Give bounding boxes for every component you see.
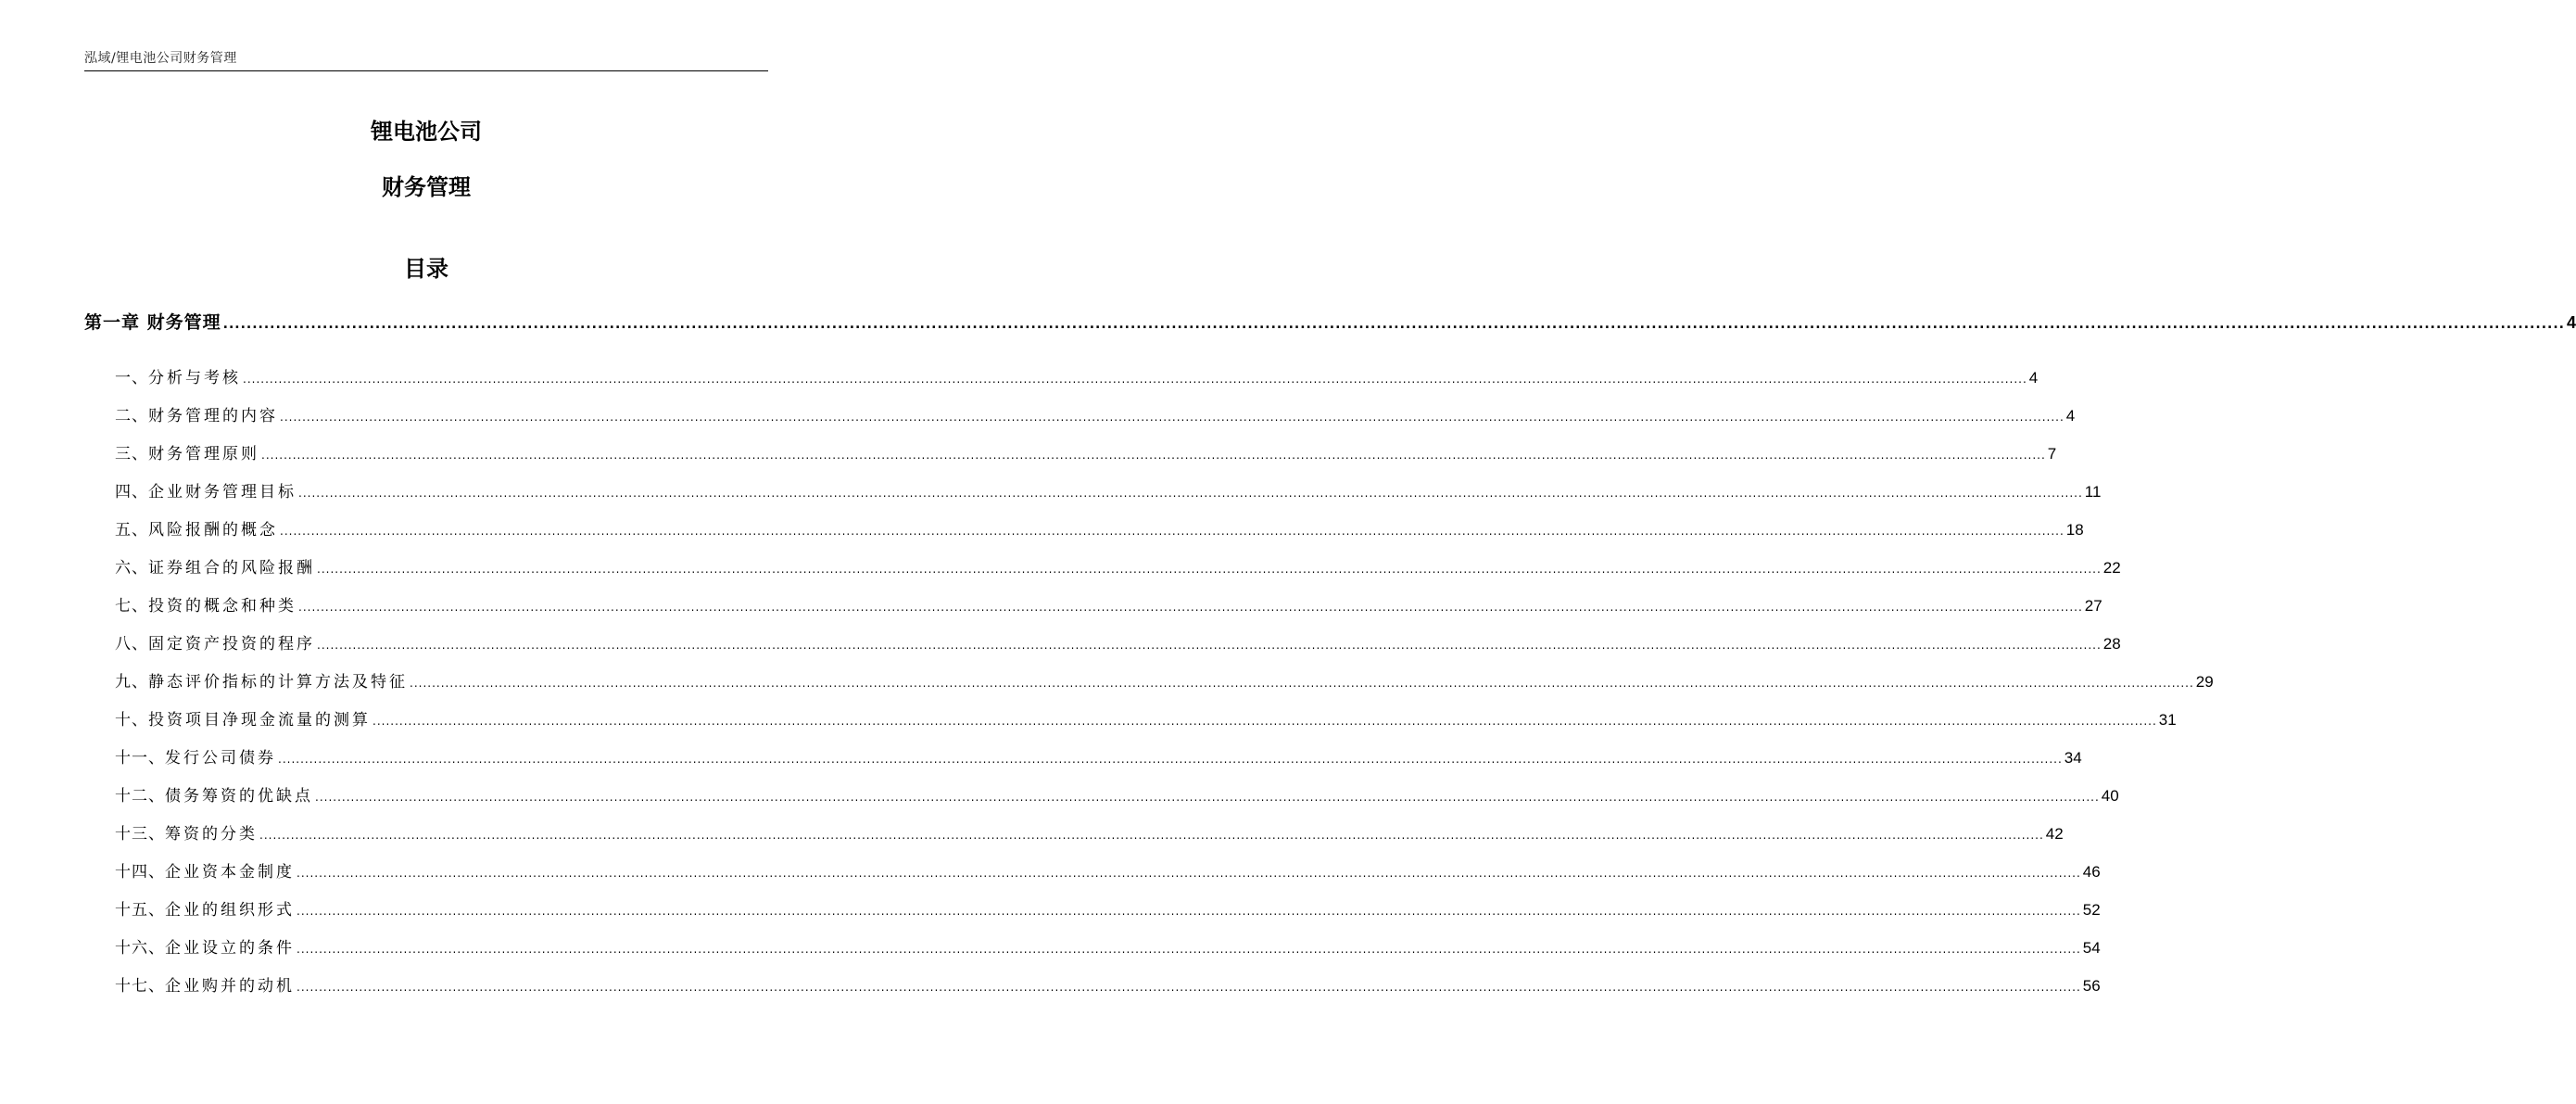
toc-section-entry[interactable]	[115, 404, 2076, 428]
toc-section-page: 4	[2028, 369, 2039, 387]
toc-section-page: 27	[2084, 597, 2102, 615]
toc-section-page: 18	[2065, 521, 2084, 539]
toc-section-page: 7	[2047, 445, 2057, 463]
toc-section-entry[interactable]	[115, 366, 2039, 390]
toc-dot-leader: ................................................................................................................................................................................................................................................................................................................................................................................................................	[297, 905, 2081, 918]
toc-section-page: 31	[2158, 711, 2177, 729]
toc-section-entry[interactable]	[115, 442, 2057, 466]
toc-section-title: 固定资产投资的程序	[148, 635, 315, 654]
toc-section-page: 29	[2195, 673, 2214, 691]
toc-section-number: 十七、	[115, 977, 165, 996]
toc-section-page: 11	[2084, 483, 2102, 501]
toc-section-page: 46	[2082, 863, 2101, 881]
toc-dot-leader: ................................................................................................................................................................................................................................................................................................................................................................................................................	[297, 981, 2081, 994]
toc-section-entry[interactable]	[115, 518, 2084, 542]
toc-section-page: 4	[2065, 407, 2076, 425]
toc-dot-leader: ................................................................................................................................................................................................................................................................................................................................................................................................................	[280, 525, 2065, 538]
document-title: 锂电池公司	[371, 119, 482, 145]
toc-section-number: 十五、	[115, 901, 165, 920]
toc-section-page: 52	[2082, 901, 2101, 919]
toc-section-page: 40	[2101, 787, 2119, 805]
toc-section-number: 七、	[115, 597, 148, 615]
toc-section-title: 企业的组织形式	[165, 901, 295, 920]
toc-section-entry[interactable]	[115, 670, 2214, 694]
toc-section-number: 六、	[115, 559, 148, 577]
toc-section-page: 54	[2082, 939, 2101, 957]
toc-dot-leader: ................................................................................................................................................................................................................................................................................................................................................................................................................	[280, 411, 2065, 424]
toc-section-title: 企业财务管理目标	[148, 483, 297, 501]
toc-section-title: 投资项目净现金流量的测算	[148, 711, 371, 730]
toc-chapter-entry[interactable]	[84, 311, 2576, 335]
toc-section-page: 34	[2064, 749, 2082, 767]
toc-section-title: 企业购并的动机	[165, 977, 295, 996]
toc-section-page: 56	[2082, 977, 2101, 995]
toc-chapter-title: 第一章 财务管理	[84, 312, 221, 333]
toc-section-entry[interactable]	[115, 860, 2101, 884]
toc-section-title: 证券组合的风险报酬	[148, 559, 315, 577]
toc-section-entry[interactable]	[115, 974, 2101, 998]
toc-section-number: 八、	[115, 635, 148, 654]
toc-section-number: 四、	[115, 483, 148, 501]
toc-section-entry[interactable]	[115, 822, 2064, 846]
toc-section-title: 静态评价指标的计算方法及特征	[148, 673, 408, 692]
toc-section-entry[interactable]	[115, 708, 2177, 732]
toc-section-entry[interactable]	[115, 898, 2101, 922]
toc-dot-leader: ................................................................................................................................................................................................................................................................................................................................................................................................................	[297, 867, 2081, 880]
toc-section-title: 财务管理的内容	[148, 407, 278, 425]
toc-section-number: 十二、	[115, 787, 165, 806]
toc-dot-leader: ................................................................................................................................................................................................................................................................................................................................................................................................................	[222, 317, 2565, 332]
toc-section-title: 投资的概念和种类	[148, 597, 297, 615]
toc-section-title: 发行公司债券	[165, 749, 276, 768]
toc-section-number: 十四、	[115, 863, 165, 882]
toc-section-title: 财务管理原则	[148, 445, 259, 463]
toc-heading: 目录	[404, 256, 448, 282]
toc-dot-leader: ................................................................................................................................................................................................................................................................................................................................................................................................................	[315, 791, 2100, 804]
toc-dot-leader: ................................................................................................................................................................................................................................................................................................................................................................................................................	[410, 677, 2194, 690]
toc-section-title: 债务筹资的优缺点	[165, 787, 313, 806]
toc-section-number: 十、	[115, 711, 148, 730]
toc-section-page: 42	[2045, 825, 2064, 843]
toc-section-number: 九、	[115, 673, 148, 692]
toc-section-number: 十六、	[115, 939, 165, 958]
toc-dot-leader: ................................................................................................................................................................................................................................................................................................................................................................................................................	[317, 563, 2102, 576]
toc-dot-leader: ................................................................................................................................................................................................................................................................................................................................................................................................................	[298, 601, 2083, 614]
toc-section-title: 分析与考核	[148, 369, 241, 387]
toc-section-title: 企业资本金制度	[165, 863, 295, 882]
toc-dot-leader: ................................................................................................................................................................................................................................................................................................................................................................................................................	[298, 487, 2083, 500]
running-header: 泓域/锂电池公司财务管理	[84, 51, 237, 66]
toc-section-entry[interactable]	[115, 480, 2102, 504]
toc-chapter-page: 4	[2566, 313, 2576, 332]
toc-dot-leader: ................................................................................................................................................................................................................................................................................................................................................................................................................	[317, 639, 2102, 652]
toc-section-entry[interactable]	[115, 632, 2121, 656]
toc-section-entry[interactable]	[115, 746, 2082, 770]
toc-section-entry[interactable]	[115, 784, 2119, 808]
toc-dot-leader: ................................................................................................................................................................................................................................................................................................................................................................................................................	[259, 829, 2044, 842]
toc-section-number: 一、	[115, 369, 148, 387]
toc-section-number: 十一、	[115, 749, 165, 768]
toc-section-number: 五、	[115, 521, 148, 539]
toc-section-number: 三、	[115, 445, 148, 463]
toc-dot-leader: ................................................................................................................................................................................................................................................................................................................................................................................................................	[243, 373, 2027, 386]
toc-dot-leader: ................................................................................................................................................................................................................................................................................................................................................................................................................	[278, 753, 2063, 766]
toc-section-page: 22	[2102, 559, 2121, 577]
toc-dot-leader: ................................................................................................................................................................................................................................................................................................................................................................................................................	[297, 943, 2081, 956]
toc-section-title: 筹资的分类	[165, 825, 258, 844]
toc-section-entry[interactable]	[115, 556, 2121, 580]
toc-dot-leader: ................................................................................................................................................................................................................................................................................................................................................................................................................	[373, 715, 2157, 728]
toc-section-title: 企业设立的条件	[165, 939, 295, 958]
toc-section-title: 风险报酬的概念	[148, 521, 278, 539]
toc-section-page: 28	[2102, 635, 2121, 653]
header-divider	[84, 70, 768, 71]
toc-section-number: 二、	[115, 407, 148, 425]
toc-section-entry[interactable]	[115, 594, 2102, 618]
toc-section-entry[interactable]	[115, 936, 2101, 960]
toc-section-number: 十三、	[115, 825, 165, 844]
toc-dot-leader: ................................................................................................................................................................................................................................................................................................................................................................................................................	[261, 449, 2046, 462]
document-subtitle: 财务管理	[382, 174, 471, 200]
